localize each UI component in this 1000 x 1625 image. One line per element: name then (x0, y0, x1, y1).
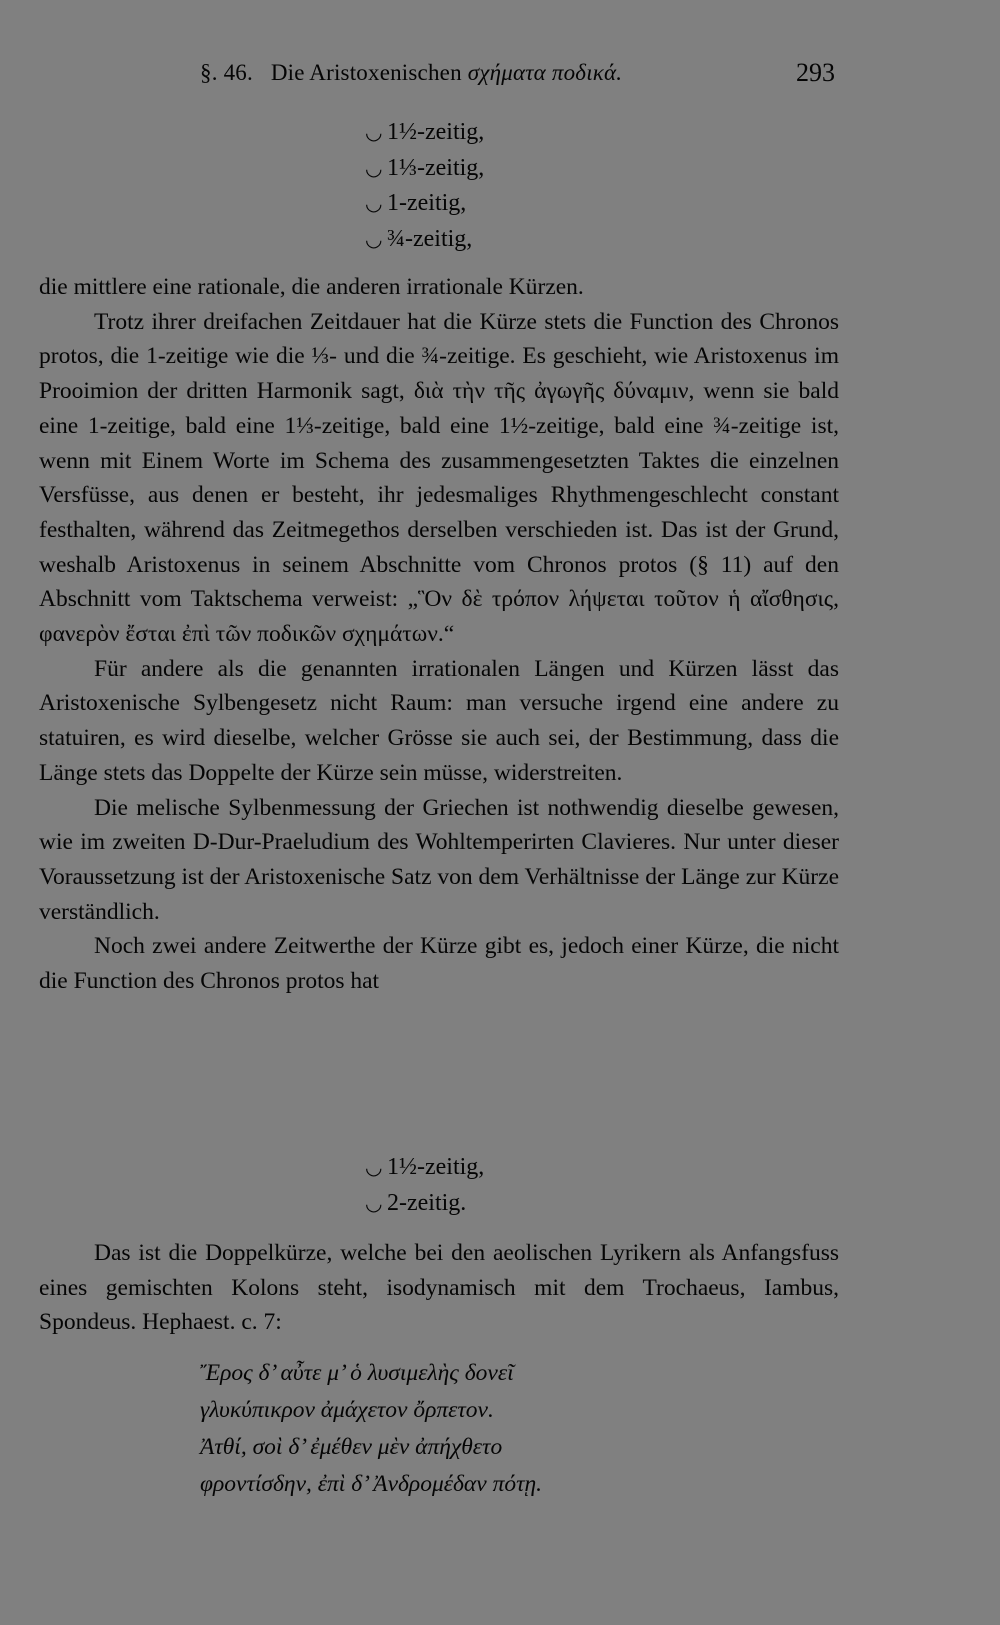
header-title-greek: σχήματα ποδικά. (467, 60, 623, 85)
page-number: 293 (796, 58, 835, 87)
list-item (365, 222, 484, 258)
zeitwert-list-bottom (365, 1150, 484, 1221)
list-item (365, 1150, 484, 1186)
breve-mark: ◡ (365, 122, 383, 144)
list-item (365, 151, 484, 187)
header-title: Die Aristoxenischen (270, 60, 462, 85)
list-item-text: 2-zeitig. (387, 1189, 467, 1216)
main-text-block-2 (39, 1236, 839, 1340)
list-item (365, 186, 484, 222)
running-header (200, 60, 622, 86)
list-item (365, 115, 484, 151)
breve-mark: ◡ (365, 229, 383, 252)
paragraph: Noch zwei andere Zeitwerthe der Kürze gibt es, jedoch einer Kürze, die nicht die Function des Chronos protos hat (39, 933, 839, 995)
greek-verse-quotation (200, 1355, 542, 1503)
verse-line: γλυκύπικρον ἀμάχετον ὄρπετον. (200, 1397, 494, 1423)
verse-line: Ἀτθί, σοὶ δ’ ἐμέθεν μὲν ἀπήχθετο (200, 1434, 503, 1460)
verse-line: Ἔρος δ’ αὖτε μ’ ὁ λυσιμελὴς δονεῖ (200, 1360, 514, 1386)
list-item-text: ¾-zeitig, (387, 226, 473, 253)
main-text-block-1 (39, 270, 839, 999)
paragraph: Die melische Sylbenmessung der Griechen ist nothwendig dieselbe gewesen, wie im zweiten D-Dur-Praeludium des Wohltemperirten Clavieres. Nur unter dieser Voraussetzung ist der Aristoxenische Satz von dem Verhältnisse der Länge zur Kürze verständlich. (39, 794, 839, 925)
breve-mark: ◡ (365, 1192, 383, 1215)
paragraph: die mittlere eine rationale, die anderen irrationale Kürzen. (39, 274, 584, 300)
breve-mark: ◡ (365, 193, 383, 216)
list-item-text: 1-zeitig, (387, 190, 467, 217)
list-item-text: 1½-zeitig, (387, 1154, 485, 1180)
paragraph: Das ist die Doppelkürze, welche bei den aeolischen Lyrikern als Anfangsfuss eines gemischten Kolons steht, isodynamisch mit dem Trochaeus, Iambus, Spondeus. Hephaest. c. 7: (39, 1240, 839, 1336)
paragraph: Trotz ihrer dreifachen Zeitdauer hat die Kürze stets die Function des Chronos protos, die 1-zeitige wie die ⅓- und die ¾-zeitige. Es geschieht, wie Aristoxenus im Prooimion der dritten Harmonik sagt, διὰ τὴν τῆς ἀγωγῆς δύναμιν, wenn sie bald eine 1-zeitige, bald eine 1⅓-zeitige, bald eine 1½-zeitige, bald eine ¾-zeitige ist, wenn mit Einem Worte im Schema des zusammengesetzten Taktes die einzelnen Versfüsse, aus denen er besteht, ihr jedesmaliges Rhythmengeschlecht constant festhalten, während das Zeitmegethos derselben verschieden ist. Das ist der Grund, weshalb Aristoxenus in seinem Abschnitte vom Chronos protos (§ 11) auf den Abschnitt vom Taktschema verweist: „Ὃν δὲ τρόπον λήψεται τοῦτον ἡ αἴσθησις, φανερὸν ἔσται ἐπὶ τῶν ποδικῶν σχημάτων.“ (39, 308, 839, 648)
zeitwert-list-top (365, 115, 484, 258)
breve-mark: ◡ (365, 1157, 383, 1179)
list-item-text: 1⅓-zeitig, (387, 154, 485, 181)
section-number: §. 46. (200, 60, 253, 85)
list-item-text: 1½-zeitig, (387, 119, 485, 145)
verse-line: φροντίσδην, ἐπὶ δ’ Ἀνδρομέδαν πότῃ. (200, 1471, 543, 1497)
paragraph: Für andere als die genannten irrationalen Längen und Kürzen lässt das Aristoxenische Sylbengesetz nicht Raum: man versuche irgend eine andere zu statuiren, es wird dieselbe, welcher Grösse sie auch sei, der Bestimmung, dass die Länge stets das Doppelte der Kürze sein müsse, widerstreiten. (39, 655, 839, 786)
breve-mark: ◡ (365, 157, 383, 180)
list-item (365, 1186, 484, 1222)
